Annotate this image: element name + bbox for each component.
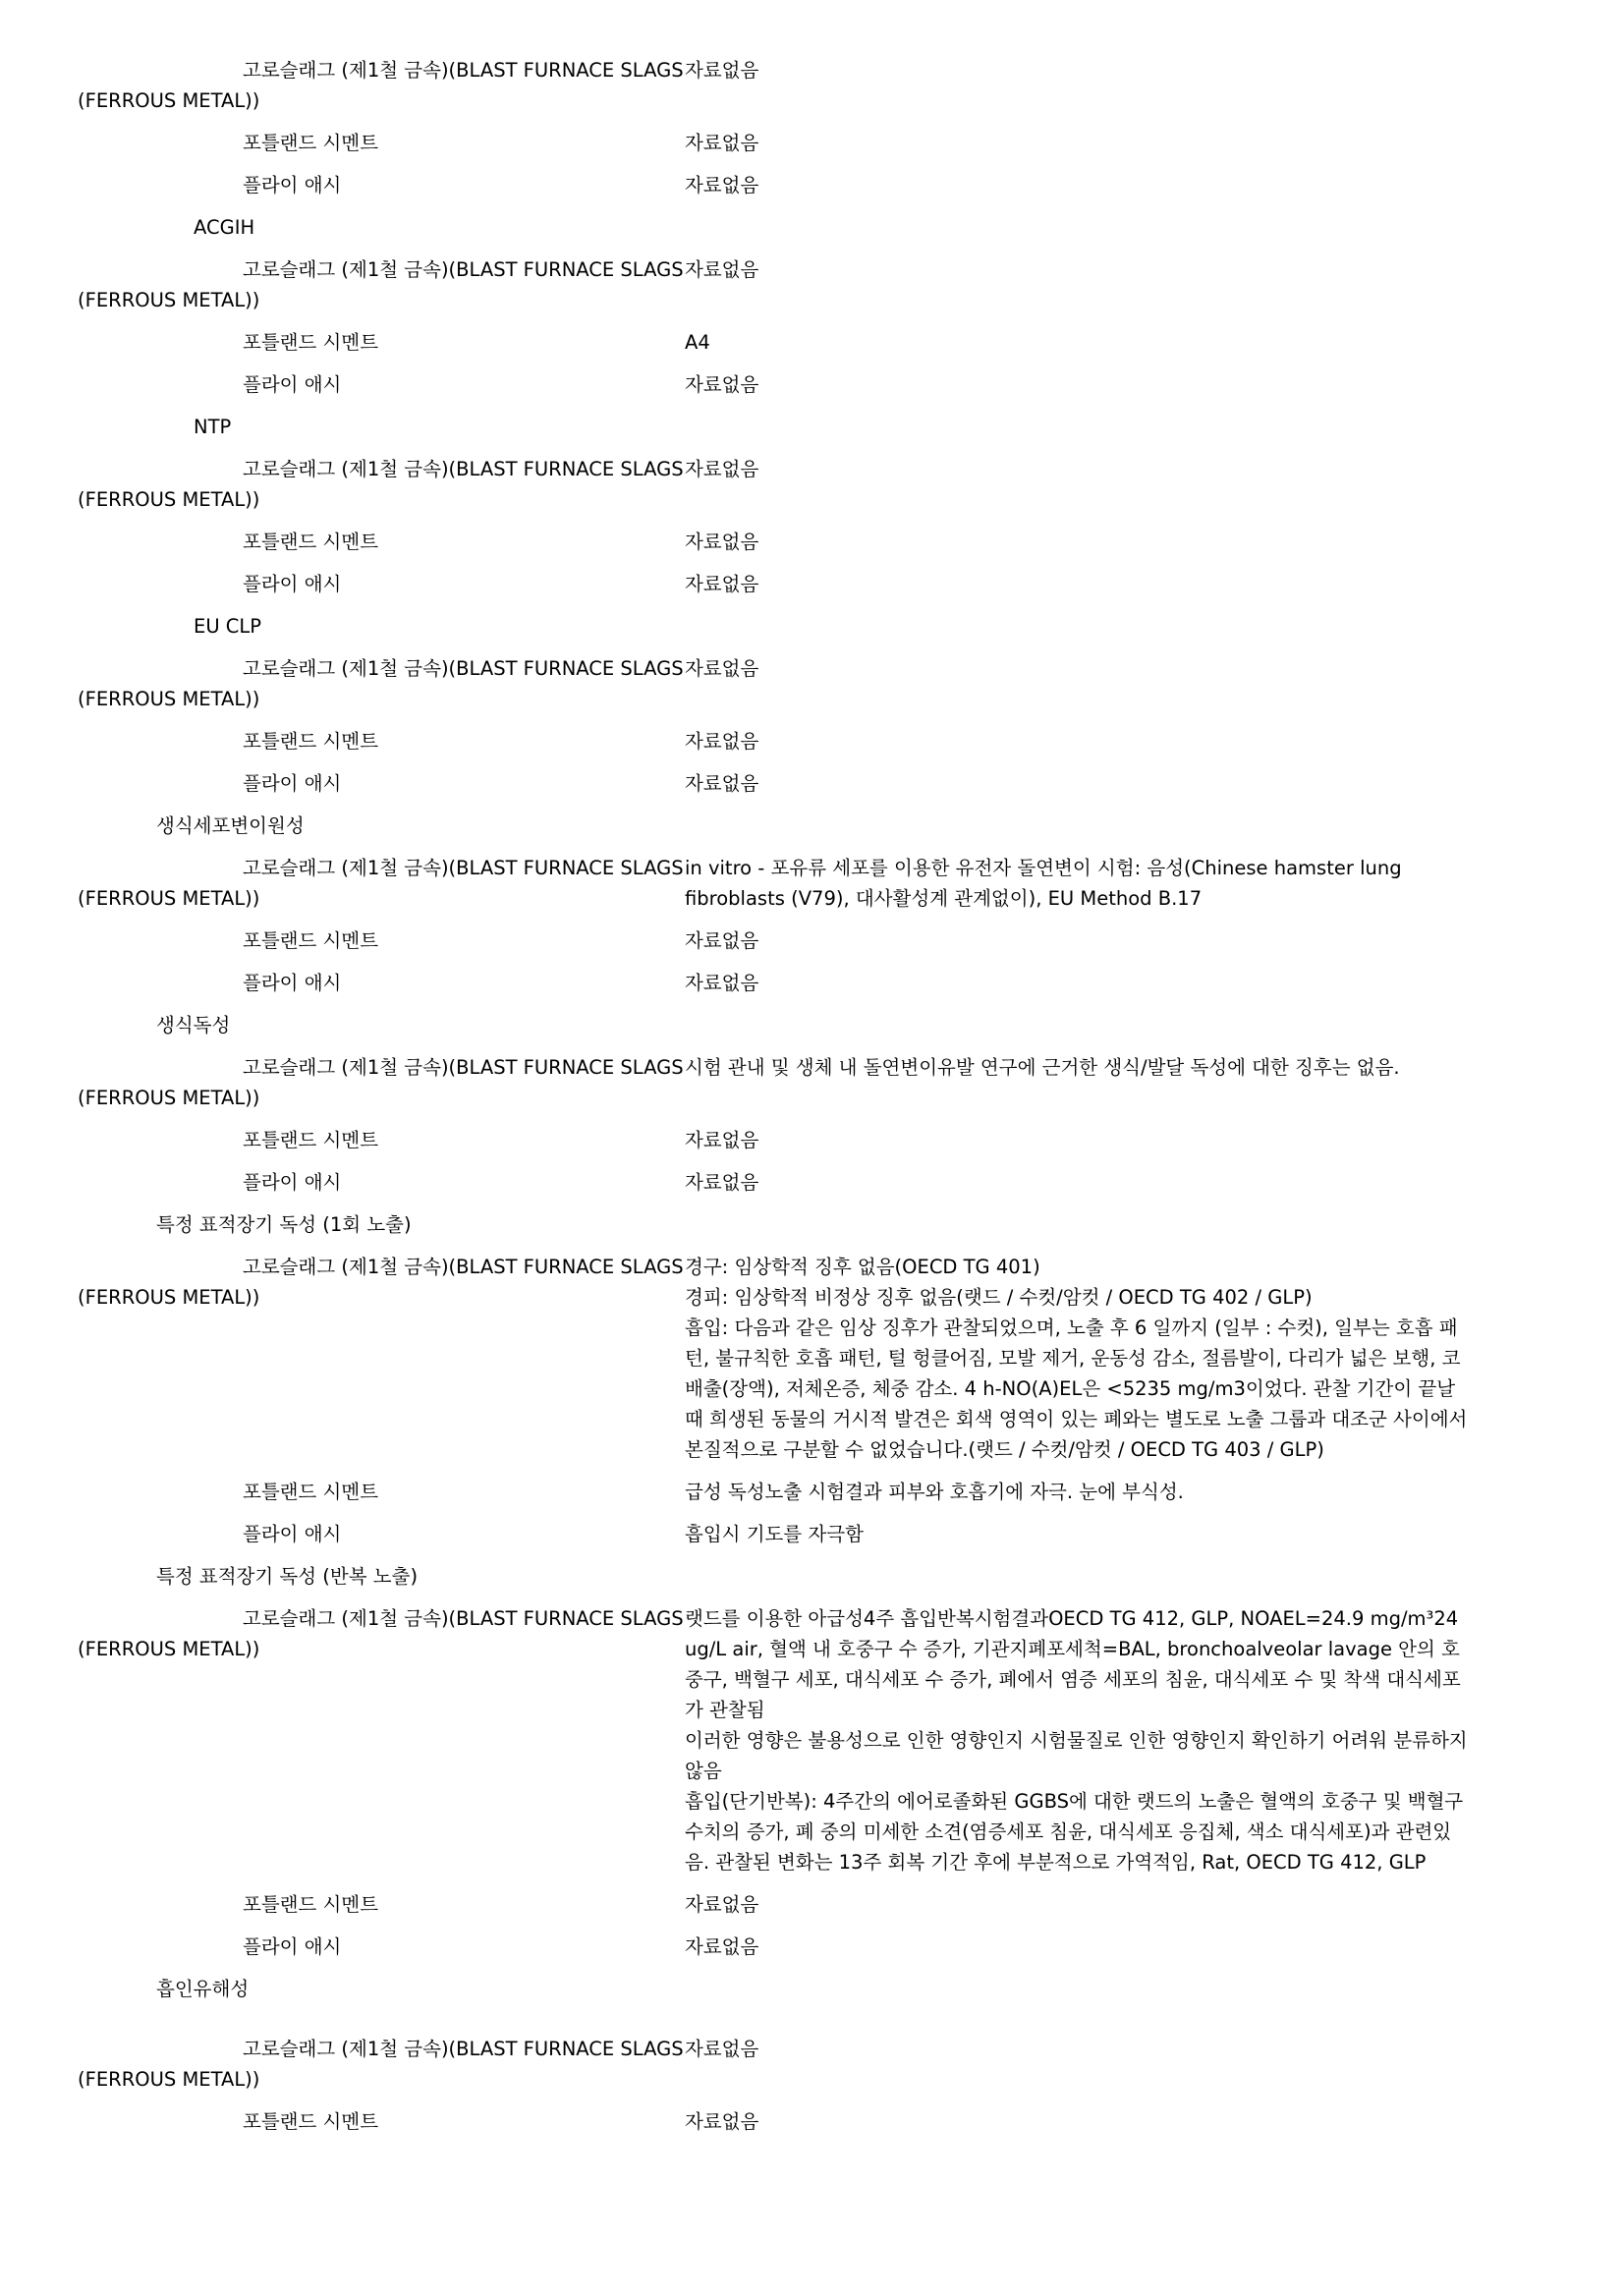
section-heading: NTP xyxy=(194,416,232,438)
substance-name: 플라이 애시 xyxy=(243,972,342,994)
substance-value: 자료없음 xyxy=(685,2110,759,2133)
substance-name: 고로슬래그 (제1철 금속)(BLAST FURNACE SLAGS (FERROUS METAL)) xyxy=(78,657,684,710)
substance-value: 자료없음 xyxy=(685,174,759,196)
substance-row xyxy=(0,720,1624,762)
section-heading: 생식독성 xyxy=(156,1014,231,1036)
substance-row xyxy=(0,448,1624,521)
substance-row xyxy=(0,647,1624,720)
substance-value: 자료없음 xyxy=(685,1171,759,1194)
substance-value: 흡입시 기도를 자극함 xyxy=(685,1523,864,1545)
substance-row xyxy=(0,249,1624,321)
substance-name: 플라이 애시 xyxy=(243,373,342,396)
substance-value: 자료없음 xyxy=(685,1935,759,1958)
substance-row xyxy=(0,1926,1624,1968)
substance-value: A4 xyxy=(685,331,710,354)
substance-value: 자료없음 xyxy=(685,132,759,154)
substance-value: 자료없음 xyxy=(685,1129,759,1151)
substance-name: 포틀랜드 시멘트 xyxy=(243,2110,379,2133)
substance-name: 고로슬래그 (제1철 금속)(BLAST FURNACE SLAGS (FERROUS METAL)) xyxy=(78,59,684,112)
substance-value: in vitro - 포유류 세포를 이용한 유전자 돌연변이 시험: 음성(Chinese hamster lung fibroblasts (V79), 대사활성계 관계없이), EU Method B.17 xyxy=(685,857,1402,910)
substance-row xyxy=(0,920,1624,962)
substance-name: 포틀랜드 시멘트 xyxy=(243,1893,379,1916)
substance-row xyxy=(0,1046,1624,1119)
substance-value: 자료없음 xyxy=(685,531,759,553)
substance-value: 자료없음 xyxy=(685,258,759,281)
substance-name: 플라이 애시 xyxy=(243,174,342,196)
substance-value: 자료없음 xyxy=(685,373,759,396)
substance-row xyxy=(0,364,1624,406)
substance-row xyxy=(0,1161,1624,1204)
substance-value: 자료없음 xyxy=(685,59,759,82)
substance-row xyxy=(0,164,1624,206)
substance-row xyxy=(0,847,1624,920)
substance-value: 랫드를 이용한 아급성4주 흡입반복시험결과OECD TG 412, GLP, NOAEL=24.9 mg/m³24 ug/L air, 혈액 내 호중구 수 증가, 기관지폐포세척=BAL, bronchoalveolar lavage 안의 호중구, 백혈구 세포, 대식세포 수 증가, 폐에서 염증 세포의 침윤, 대식세포 수 및 착색 대식세포가 관찰됨 이러한 영향은 불용성으로 인한 영향인지 시험물질로 인한 영향인지 확인하기 어려워 분류하지 않음 흡입(단기반복): 4주간의 에어로졸화된 GGBS에 대한 랫드의 노출은 혈액의 호중구 및 백혈구 수치의 증가, 폐 중의 미세한 소견(염증세포 침윤, 대식세포 응집체, 색소 대식세포)과 관련있음. 관찰된 변화는 13주 회복 기간 후에 부분적으로 가역적임, Rat, OECD TG 412, GLP xyxy=(685,1607,1468,1874)
substance-row xyxy=(0,122,1624,164)
substance-row xyxy=(0,1513,1624,1555)
substance-name: 포틀랜드 시멘트 xyxy=(243,531,379,553)
substance-value: 자료없음 xyxy=(685,573,759,595)
substance-name: 플라이 애시 xyxy=(243,1523,342,1545)
substance-name: 고로슬래그 (제1철 금속)(BLAST FURNACE SLAGS (FERROUS METAL)) xyxy=(78,1256,684,1309)
substance-row xyxy=(0,321,1624,364)
section-heading: 특정 표적장기 독성 (1회 노출) xyxy=(156,1213,412,1236)
substance-value: 경구: 임상학적 징후 없음(OECD TG 401) 경피: 임상학적 비정상 징후 없음(랫드 / 수컷/암컷 / OECD TG 402 / GLP) 흡입: 다음과 같은 임상 징후가 관찰되었으며, 노출 후 6 일까지 (일부 : 수컷), 일부는 호흡 패턴, 불규칙한 호흡 패턴, 털 헝클어짐, 모발 제거, 운동성 감소, 절름발이, 다리가 넓은 보행, 코 배출(장액), 저체온증, 체중 감소. 4 h-NO(A)EL은 <5235 mg/m3이었다. 관찰 기간이 끝날 때 희생된 동물의 거시적 발견은 회색 영역이 있는 폐와는 별도로 노출 그룹과 대조군 사이에서 본질적으로 구분할 수 없었습니다.(랫드 / 수컷/암컷 / OECD TG 403 / GLP) xyxy=(685,1256,1468,1461)
substance-name: 포틀랜드 시멘트 xyxy=(243,132,379,154)
substance-value: 시험 관내 및 생체 내 돌연변이유발 연구에 근거한 생식/발달 독성에 대한 징후는 없음. xyxy=(685,1056,1400,1079)
substance-row xyxy=(0,1471,1624,1513)
substance-name: 포틀랜드 시멘트 xyxy=(243,1481,379,1503)
substance-name: 고로슬래그 (제1철 금속)(BLAST FURNACE SLAGS (FERROUS METAL)) xyxy=(78,1056,684,1109)
substance-value: 급성 독성노출 시험결과 피부와 호흡기에 자극. 눈에 부식성. xyxy=(685,1481,1184,1503)
section-spacer xyxy=(0,2010,1624,2028)
substance-name: 포틀랜드 시멘트 xyxy=(243,331,379,354)
document-body xyxy=(0,49,1624,2143)
substance-name: 고로슬래그 (제1철 금속)(BLAST FURNACE SLAGS (FERROUS METAL)) xyxy=(78,1607,684,1660)
substance-row xyxy=(0,2100,1624,2143)
substance-name: 플라이 애시 xyxy=(243,1171,342,1194)
section-heading: EU CLP xyxy=(194,615,262,638)
substance-row xyxy=(0,1883,1624,1926)
substance-row xyxy=(0,563,1624,605)
substance-name: 포틀랜드 시멘트 xyxy=(243,1129,379,1151)
substance-value: 자료없음 xyxy=(685,1893,759,1916)
substance-value: 자료없음 xyxy=(685,929,759,952)
substance-row xyxy=(0,521,1624,563)
section-heading: 흡인유해성 xyxy=(156,1978,250,2000)
substance-row xyxy=(0,1119,1624,1161)
substance-row xyxy=(0,49,1624,122)
substance-value: 자료없음 xyxy=(685,772,759,795)
substance-name: 플라이 애시 xyxy=(243,1935,342,1958)
substance-name: 고로슬래그 (제1철 금속)(BLAST FURNACE SLAGS (FERROUS METAL)) xyxy=(78,2038,684,2091)
substance-row xyxy=(0,1246,1624,1471)
substance-value: 자료없음 xyxy=(685,657,759,680)
section-heading: 특정 표적장기 독성 (반복 노출) xyxy=(156,1565,419,1588)
substance-value: 자료없음 xyxy=(685,458,759,480)
substance-name: 플라이 애시 xyxy=(243,573,342,595)
substance-name: 고로슬래그 (제1철 금속)(BLAST FURNACE SLAGS (FERROUS METAL)) xyxy=(78,458,684,511)
substance-value: 자료없음 xyxy=(685,972,759,994)
substance-name: 고로슬래그 (제1철 금속)(BLAST FURNACE SLAGS (FERROUS METAL)) xyxy=(78,258,684,311)
substance-row xyxy=(0,962,1624,1004)
substance-name: 플라이 애시 xyxy=(243,772,342,795)
substance-value: 자료없음 xyxy=(685,730,759,753)
substance-row xyxy=(0,2028,1624,2100)
substance-value: 자료없음 xyxy=(685,2038,759,2060)
substance-name: 포틀랜드 시멘트 xyxy=(243,730,379,753)
section-heading: ACGIH xyxy=(194,216,255,239)
substance-name: 고로슬래그 (제1철 금속)(BLAST FURNACE SLAGS (FERROUS METAL)) xyxy=(78,857,684,910)
substance-row xyxy=(0,762,1624,805)
substance-row xyxy=(0,1597,1624,1883)
substance-name: 포틀랜드 시멘트 xyxy=(243,929,379,952)
section-heading: 생식세포변이원성 xyxy=(156,814,305,837)
